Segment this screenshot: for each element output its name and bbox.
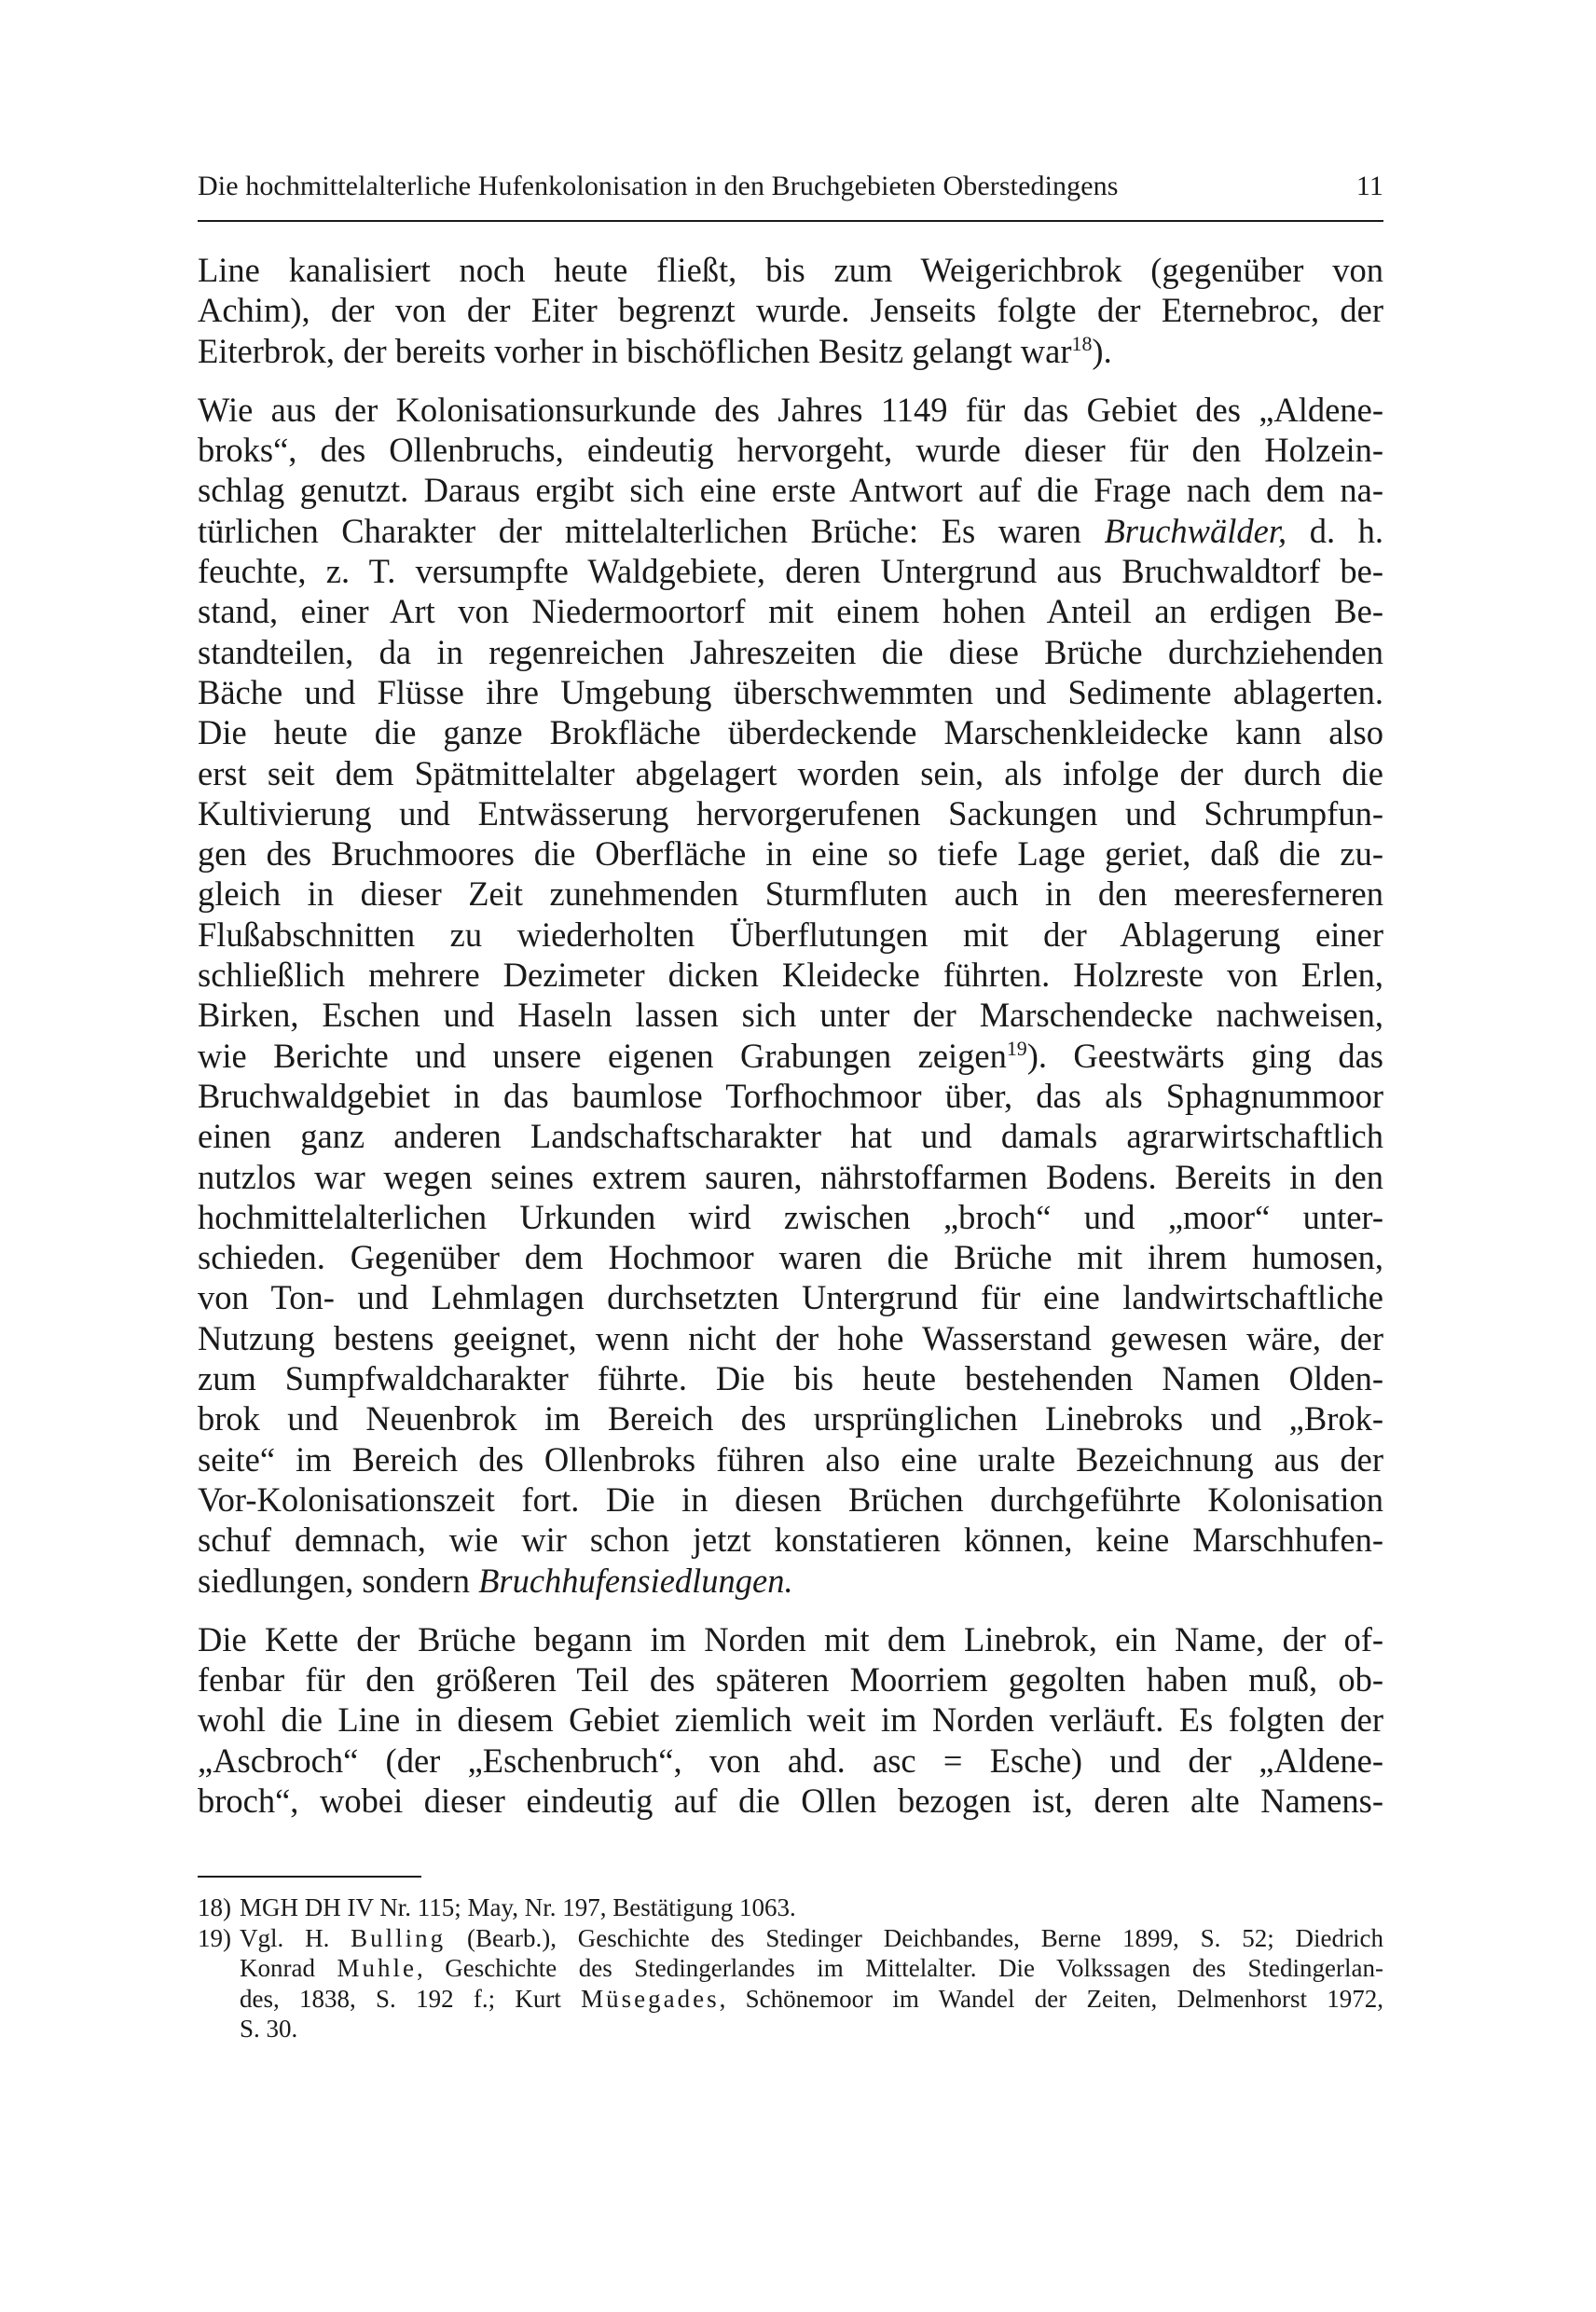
text-line: Achim), der von der Eiter begrenzt wurde. Jenseits folgte der Eternebroc, der (198, 291, 1383, 330)
footnote-mark: 19) (198, 1923, 231, 1952)
text-line: Bruchwaldgebiet in das baumlose Torfhochmoor über, das als Sphagnummoor (198, 1076, 1383, 1115)
text-line: standteilen, da in regenreichen Jahreszeiten die diese Brüche durchziehenden (198, 632, 1383, 671)
page-number: 11 (1355, 171, 1383, 201)
text-line: schuf demnach, wie wir schon jetzt konstatieren können, keine Marschhufen- (198, 1521, 1383, 1560)
footnote-text: des, 1838, S. 192 f.; Kurt Müsegades, Schönemoor im Wandel der Zeiten, Delmenhorst 1972, (240, 1984, 1383, 2013)
running-title: Die hochmittelalterliche Hufenkolonisation in den Bruchgebieten Oberstedingens (198, 171, 1119, 201)
text-line: Bäche und Flüsse ihre Umgebung überschwemmten und Sedimente ablagerten. (198, 672, 1383, 711)
body-text (198, 250, 1383, 1821)
text-line: türlichen Charakter der mittelalterlichen Brüche: Es waren Bruchwälder, d. h. (198, 511, 1383, 550)
footnote-ref-18[interactable]: 18 (1071, 331, 1093, 355)
text-line: Kultivierung und Entwässerung hervorgerufenen Sackungen und Schrumpfun- (198, 793, 1383, 833)
author-muhle: Muhle (337, 1954, 417, 1982)
paragraph-3 (198, 1619, 1383, 1821)
footnotes (198, 1892, 1383, 2044)
text-line: Vor-Kolonisationszeit fort. Die in diesen Brüchen durchgeführte Kolonisation (198, 1479, 1383, 1519)
paragraph-1 (198, 250, 1383, 371)
footnote-19 (198, 1923, 1383, 2044)
text-line: nutzlos war wegen seines extrem sauren, nährstoffarmen Bodens. Bereits in den (198, 1157, 1383, 1196)
running-head (198, 168, 1383, 205)
footnote-text: S. 30. (240, 2015, 298, 2043)
text-line: Line kanalisiert noch heute fließt, bis zum Weigerichbrok (gegenüber von (198, 251, 1383, 289)
emphasis-bruchhufensiedlungen: Bruchhufensiedlungen. (478, 1561, 793, 1600)
text-line: brok und Neuenbrok im Bereich des ursprünglichen Linebroks und „Brok- (198, 1399, 1383, 1438)
emphasis-bruchwaelder: Bruchwälder, (1104, 511, 1287, 550)
footnote-text: Konrad Muhle, Geschichte des Stedingerlandes im Mittelalter. Die Volkssagen des Stedingerlan- (240, 1954, 1383, 1982)
text-line: einen ganz anderen Landschaftscharakter hat und damals agrarwirtschaftlich (198, 1117, 1383, 1156)
text-line: zum Sumpfwaldcharakter führte. Die bis heute bestehenden Namen Olden- (198, 1359, 1383, 1398)
footnote-rule (198, 1876, 421, 1878)
text-line: wie Berichte und unsere eigenen Grabungen zeigen$^{19}$). Geestwärts ging das (198, 1036, 1383, 1075)
text-line: Birken, Eschen und Haseln lassen sich unter der Marschendecke nachweisen, (198, 996, 1383, 1035)
text-line: Flußabschnitten zu wiederholten Überflutungen mit der Ablagerung einer (198, 915, 1383, 954)
paragraph-2 (198, 390, 1383, 1601)
text-line: stand, einer Art von Niedermoortorf mit einem hohen Anteil an erdigen Be- (198, 592, 1383, 631)
text-line: feuchte, z. T. versumpfte Waldgebiete, deren Untergrund aus Bruchwaldtorf be- (198, 552, 1383, 591)
author-bulling: Bulling (351, 1923, 447, 1952)
text-line: Die heute die ganze Brokfläche überdeckende Marschenkleidecke kann also (198, 713, 1383, 752)
text-line: gleich in dieser Zeit zunehmenden Sturmfluten auch in den meeresferneren (198, 874, 1383, 914)
text-line: Eiterbrok, der bereits vorher in bischöflichen Besitz gelangt war$^{18}$). (198, 331, 1112, 370)
author-muesegades: Müsegades (581, 1984, 720, 2013)
text-line: wohl die Line in diesem Gebiet ziemlich weit im Norden verläuft. Es folgten der (198, 1700, 1383, 1740)
text-line: broks“, des Ollenbruchs, eindeutig hervorgeht, wurde dieser für den Holzein- (198, 431, 1383, 470)
text-line: Die Kette der Brüche begann im Norden mit dem Linebrok, ein Name, der of- (198, 1619, 1383, 1658)
text-line: Nutzung bestens geeignet, wenn nicht der hohe Wasserstand gewesen wäre, der (198, 1318, 1383, 1357)
text-line: schlag genutzt. Daraus ergibt sich eine erste Antwort auf die Frage nach dem na- (198, 471, 1383, 510)
text-line: broch“, wobei dieser eindeutig auf die Ollen bezogen ist, deren alte Namens- (198, 1781, 1383, 1820)
footnote-text: Vgl. H. Bulling (Bearb.), Geschichte des Stedinger Deichbandes, Berne 1899, S. 52; Diedrich (240, 1923, 1383, 1952)
footnote-text: MGH DH IV Nr. 115; May, Nr. 197, Bestätigung 1063. (240, 1893, 796, 1921)
footnote-18 (198, 1892, 1383, 1923)
header-rule (198, 220, 1383, 222)
text-line: hochmittelalterlichen Urkunden wird zwischen „broch“ und „moor“ unter- (198, 1197, 1383, 1236)
footnote-ref-19[interactable]: 19 (1006, 1036, 1027, 1060)
text-line: Wie aus der Kolonisationsurkunde des Jahres 1149 für das Gebiet des „Aldene- (198, 390, 1383, 429)
text-line: schieden. Gegenüber dem Hochmoor waren die Brüche mit ihrem humosen, (198, 1238, 1383, 1277)
footnote-mark: 18) (198, 1893, 231, 1921)
text-line: erst seit dem Spätmittelalter abgelagert worden sein, als infolge der durch die (198, 753, 1383, 792)
text-line: seite“ im Bereich des Ollenbroks führen also eine uralte Bezeichnung aus der (198, 1439, 1383, 1479)
text-line: von Ton- und Lehmlagen durchsetzten Untergrund für eine landwirtschaftliche (198, 1278, 1383, 1317)
text-line: schließlich mehrere Dezimeter dicken Kleidecke führten. Holzreste von Erlen, (198, 956, 1383, 995)
text-line: „Ascbroch“ (der „Eschenbruch“, von ahd. asc = Esche) und der „Aldene- (198, 1741, 1383, 1780)
text-line: fenbar für den größeren Teil des späteren Moorriem gegolten haben muß, ob- (198, 1660, 1383, 1700)
text-line: siedlungen, sondern Bruchhufensiedlungen. (198, 1561, 793, 1600)
text-line: gen des Bruchmoores die Oberfläche in eine so tiefe Lage geriet, daß die zu- (198, 834, 1383, 874)
